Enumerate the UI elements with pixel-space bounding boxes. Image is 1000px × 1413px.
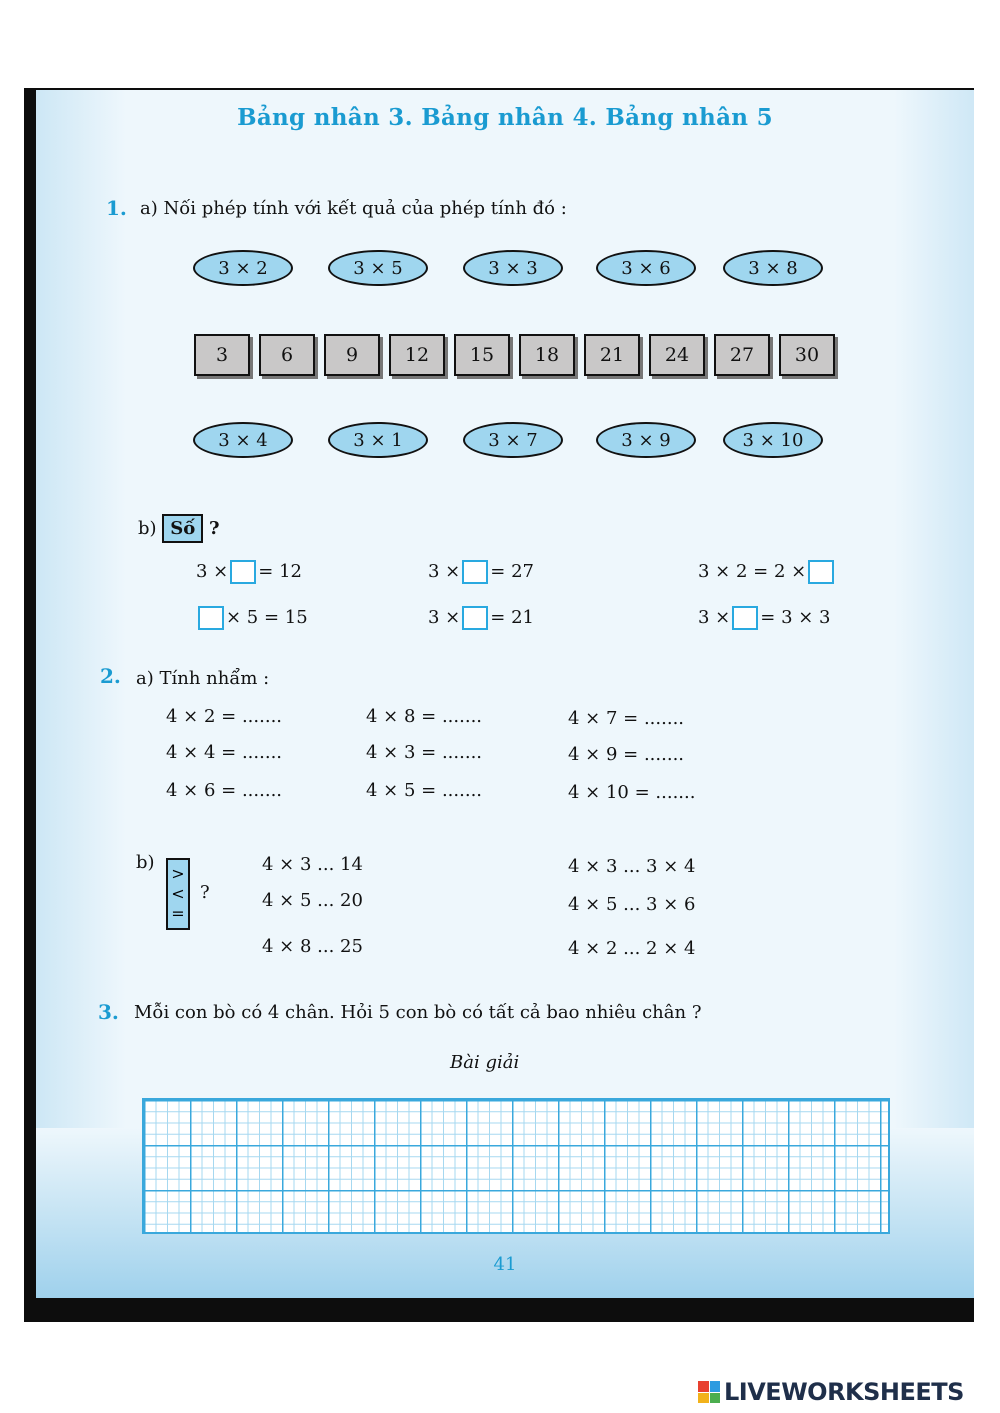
eq-2-right: = 27 bbox=[490, 561, 534, 582]
compare-3[interactable]: 4 × 8 ... 25 bbox=[262, 936, 363, 957]
q3-number: 3. bbox=[98, 1000, 119, 1024]
liveworksheets-logo-icon bbox=[698, 1381, 720, 1403]
solution-label: Bài giải bbox=[450, 1052, 520, 1073]
sign-less: < bbox=[171, 884, 185, 903]
eq-4 bbox=[196, 606, 308, 630]
compare-signs-box bbox=[166, 858, 190, 930]
eq-3-left: 3 × 2 = 2 × bbox=[698, 561, 807, 582]
box-21[interactable]: 21 bbox=[584, 334, 640, 376]
eq-6-left: 3 × bbox=[698, 607, 731, 628]
eq-6 bbox=[698, 606, 831, 630]
q1-a-text: a) Nối phép tính với kết quả của phép tính đó : bbox=[140, 198, 567, 219]
eq-4-right: × 5 = 15 bbox=[226, 607, 308, 628]
answer-blank[interactable] bbox=[732, 606, 758, 630]
sign-greater: > bbox=[171, 864, 185, 883]
oval-3x8[interactable]: 3 × 8 bbox=[723, 250, 823, 286]
eq-1-left: 3 × bbox=[196, 561, 229, 582]
liveworksheets-footer bbox=[698, 1378, 964, 1406]
box-6[interactable]: 6 bbox=[259, 334, 315, 376]
box-24[interactable]: 24 bbox=[649, 334, 705, 376]
oval-3x7[interactable]: 3 × 7 bbox=[463, 422, 563, 458]
calc-3[interactable]: 4 × 6 = ....... bbox=[166, 780, 283, 801]
oval-3x1[interactable]: 3 × 1 bbox=[328, 422, 428, 458]
compare-5[interactable]: 4 × 5 ... 3 × 6 bbox=[568, 894, 696, 915]
q2-number: 2. bbox=[100, 664, 121, 688]
eq-1-right: = 12 bbox=[258, 561, 302, 582]
liveworksheets-brand: LIVEWORKSHEETS bbox=[724, 1378, 964, 1406]
calc-5[interactable]: 4 × 3 = ....... bbox=[366, 742, 483, 763]
box-15[interactable]: 15 bbox=[454, 334, 510, 376]
calc-9[interactable]: 4 × 10 = ....... bbox=[568, 782, 696, 803]
eq-5-right: = 21 bbox=[490, 607, 534, 628]
compare-6[interactable]: 4 × 2 ... 2 × 4 bbox=[568, 938, 696, 959]
answer-blank[interactable] bbox=[462, 606, 488, 630]
calc-8[interactable]: 4 × 9 = ....... bbox=[568, 744, 685, 765]
q1-b-label: b) bbox=[138, 518, 157, 539]
box-30[interactable]: 30 bbox=[779, 334, 835, 376]
compare-1[interactable]: 4 × 3 ... 14 bbox=[262, 854, 363, 875]
decor-right bbox=[894, 90, 974, 1298]
eq-1 bbox=[196, 560, 302, 584]
calc-6[interactable]: 4 × 5 = ....... bbox=[366, 780, 483, 801]
eq-5-left: 3 × bbox=[428, 607, 461, 628]
q3-text: Mỗi con bò có 4 chân. Hỏi 5 con bò có tất cả bao nhiêu chân ? bbox=[134, 1002, 702, 1023]
answer-blank[interactable] bbox=[230, 560, 256, 584]
page-title: Bảng nhân 3. Bảng nhân 4. Bảng nhân 5 bbox=[237, 104, 773, 131]
worksheet-page bbox=[36, 90, 974, 1298]
q1-b-row bbox=[138, 514, 220, 543]
eq-3 bbox=[698, 560, 836, 584]
q2-b-question: ? bbox=[200, 882, 210, 903]
sign-equal: = bbox=[171, 904, 185, 923]
compare-4[interactable]: 4 × 3 ... 3 × 4 bbox=[568, 856, 696, 877]
eq-5 bbox=[428, 606, 534, 630]
calc-1[interactable]: 4 × 2 = ....... bbox=[166, 706, 283, 727]
oval-3x3[interactable]: 3 × 3 bbox=[463, 250, 563, 286]
q1-b-question: ? bbox=[209, 518, 220, 539]
q2-b-label: b) bbox=[136, 852, 155, 873]
answer-blank[interactable] bbox=[198, 606, 224, 630]
oval-3x4[interactable]: 3 × 4 bbox=[193, 422, 293, 458]
oval-3x9[interactable]: 3 × 9 bbox=[596, 422, 696, 458]
eq-6-right: = 3 × 3 bbox=[760, 607, 831, 628]
answer-blank[interactable] bbox=[462, 560, 488, 584]
oval-3x10[interactable]: 3 × 10 bbox=[723, 422, 823, 458]
calc-2[interactable]: 4 × 4 = ....... bbox=[166, 742, 283, 763]
answer-blank[interactable] bbox=[808, 560, 834, 584]
oval-3x6[interactable]: 3 × 6 bbox=[596, 250, 696, 286]
solution-grid[interactable] bbox=[142, 1098, 890, 1234]
eq-2-left: 3 × bbox=[428, 561, 461, 582]
box-3[interactable]: 3 bbox=[194, 334, 250, 376]
q1-number: 1. bbox=[106, 196, 127, 220]
box-27[interactable]: 27 bbox=[714, 334, 770, 376]
calc-4[interactable]: 4 × 8 = ....... bbox=[366, 706, 483, 727]
compare-2[interactable]: 4 × 5 ... 20 bbox=[262, 890, 363, 911]
oval-3x5[interactable]: 3 × 5 bbox=[328, 250, 428, 286]
page-number: 41 bbox=[493, 1254, 517, 1275]
so-label-box: Số bbox=[162, 514, 203, 543]
oval-3x2[interactable]: 3 × 2 bbox=[193, 250, 293, 286]
q2-a-text: a) Tính nhẩm : bbox=[136, 668, 270, 689]
decor-left bbox=[36, 90, 126, 1298]
calc-7[interactable]: 4 × 7 = ....... bbox=[568, 708, 685, 729]
box-12[interactable]: 12 bbox=[389, 334, 445, 376]
eq-2 bbox=[428, 560, 534, 584]
box-18[interactable]: 18 bbox=[519, 334, 575, 376]
box-9[interactable]: 9 bbox=[324, 334, 380, 376]
